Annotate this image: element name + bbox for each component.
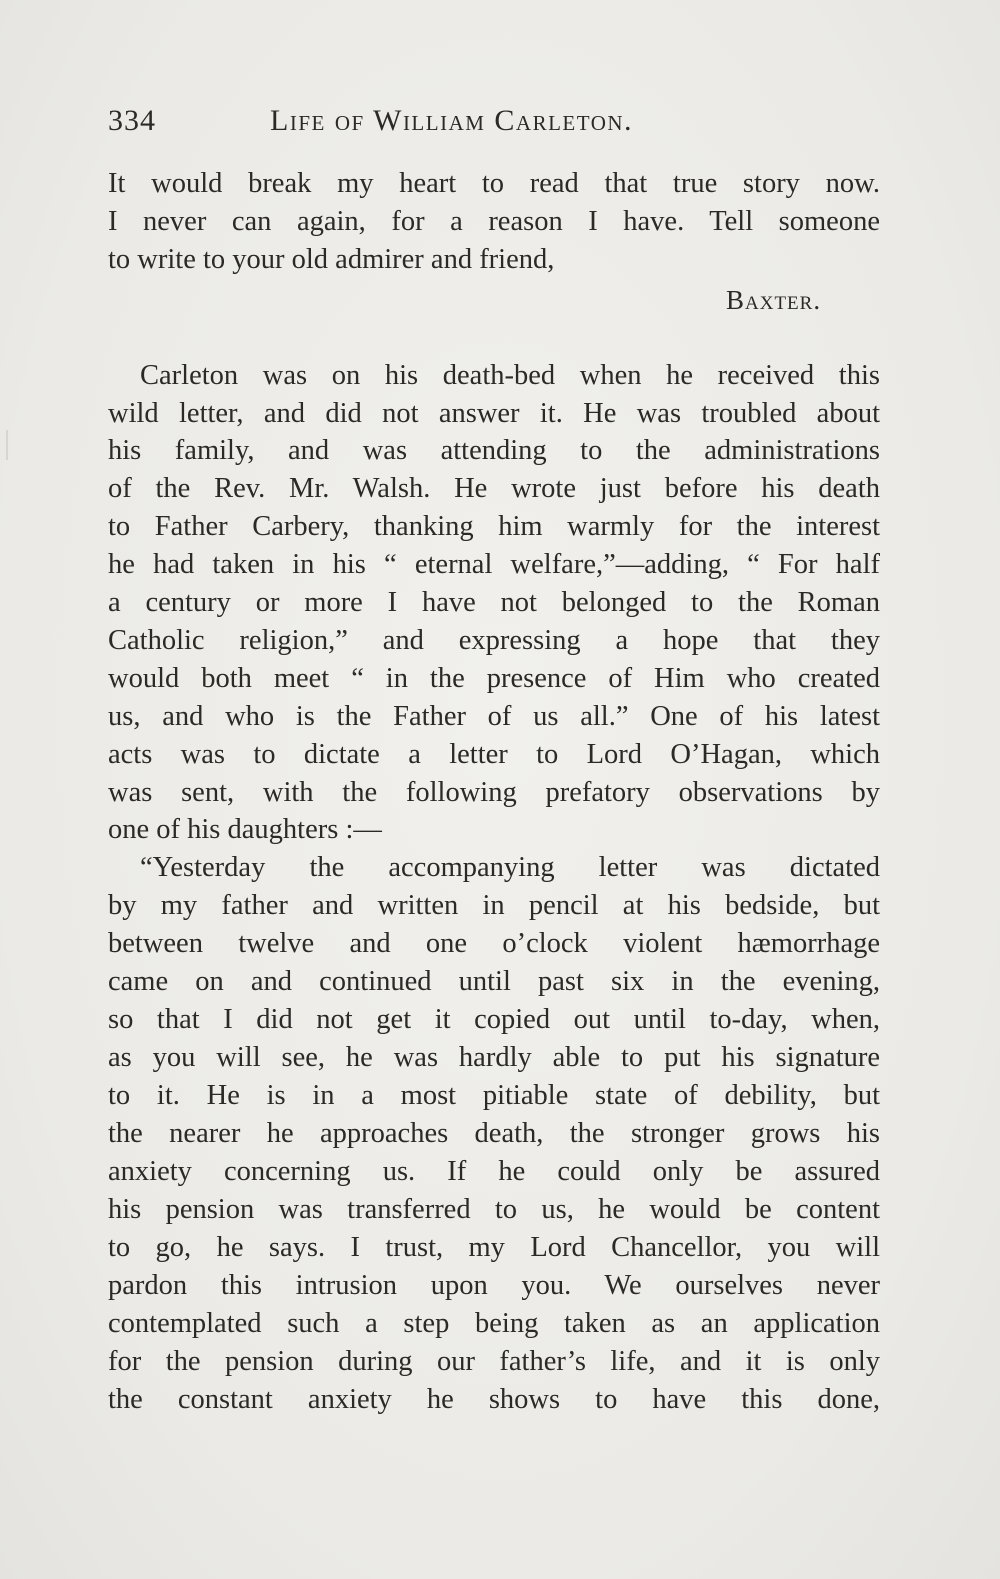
running-head xyxy=(108,104,808,144)
quote-line: to it. He is in a most pitiable state of debility, but xyxy=(108,1080,880,1111)
paragraph-line: us, and who is the Father of us all.” One of his latest xyxy=(108,701,880,732)
quote-line: the nearer he approaches death, the stronger grows his xyxy=(108,1118,880,1149)
page-number: 334 xyxy=(108,104,156,137)
letter-signature: Baxter. xyxy=(726,285,822,315)
paragraph-line: of the Rev. Mr. Walsh. He wrote just before his death xyxy=(108,473,880,504)
quote-line: pardon this intrusion upon you. We ourselves never xyxy=(108,1270,880,1301)
paragraph-line: his family, and was attending to the administrations xyxy=(108,435,880,466)
paragraph-line: Catholic religion,” and expressing a hope that they xyxy=(108,625,880,656)
quote-line: by my father and written in pencil at his bedside, but xyxy=(108,890,880,921)
quote-line: came on and continued until past six in the evening, xyxy=(108,966,880,997)
quote-line: to go, he says. I trust, my Lord Chancellor, you will xyxy=(108,1232,880,1263)
quote-line: between twelve and one o’clock violent hæmorrhage xyxy=(108,928,880,959)
quote-line: “Yesterday the accompanying letter was dictated xyxy=(140,852,880,883)
quote-line: for the pension during our father’s life, and it is only xyxy=(108,1346,880,1377)
letter-line: It would break my heart to read that true story now. xyxy=(108,168,880,199)
paragraph-line: was sent, with the following prefatory observations by xyxy=(108,777,880,808)
paragraph-line: wild letter, and did not answer it. He was troubled about xyxy=(108,398,880,429)
quote-line: as you will see, he was hardly able to put his signature xyxy=(108,1042,880,1073)
paragraph-line: a century or more I have not belonged to the Roman xyxy=(108,587,880,618)
paragraph-line: acts was to dictate a letter to Lord O’Hagan, which xyxy=(108,739,880,770)
quote-line: his pension was transferred to us, he would be content xyxy=(108,1194,880,1225)
page-edge-mark xyxy=(6,430,8,460)
running-title: Life of William Carleton. xyxy=(270,104,634,137)
letter-line: I never can again, for a reason I have. Tell someone xyxy=(108,206,880,237)
quote-line: the constant anxiety he shows to have this done, xyxy=(108,1384,880,1415)
paragraph-line: one of his daughters :— xyxy=(108,814,382,845)
paragraph-line: to Father Carbery, thanking him warmly for the interest xyxy=(108,511,880,542)
quote-line: anxiety concerning us. If he could only be assured xyxy=(108,1156,880,1187)
quote-line: so that I did not get it copied out until to-day, when, xyxy=(108,1004,880,1035)
paragraph-line: he had taken in his “ eternal welfare,”—adding, “ For half xyxy=(108,549,880,580)
paragraph-line: would both meet “ in the presence of Him who created xyxy=(108,663,880,694)
letter-line: to write to your old admirer and friend, xyxy=(108,244,555,275)
quote-line: contemplated such a step being taken as an application xyxy=(108,1308,880,1339)
paragraph-line: Carleton was on his death-bed when he received this xyxy=(140,360,880,391)
